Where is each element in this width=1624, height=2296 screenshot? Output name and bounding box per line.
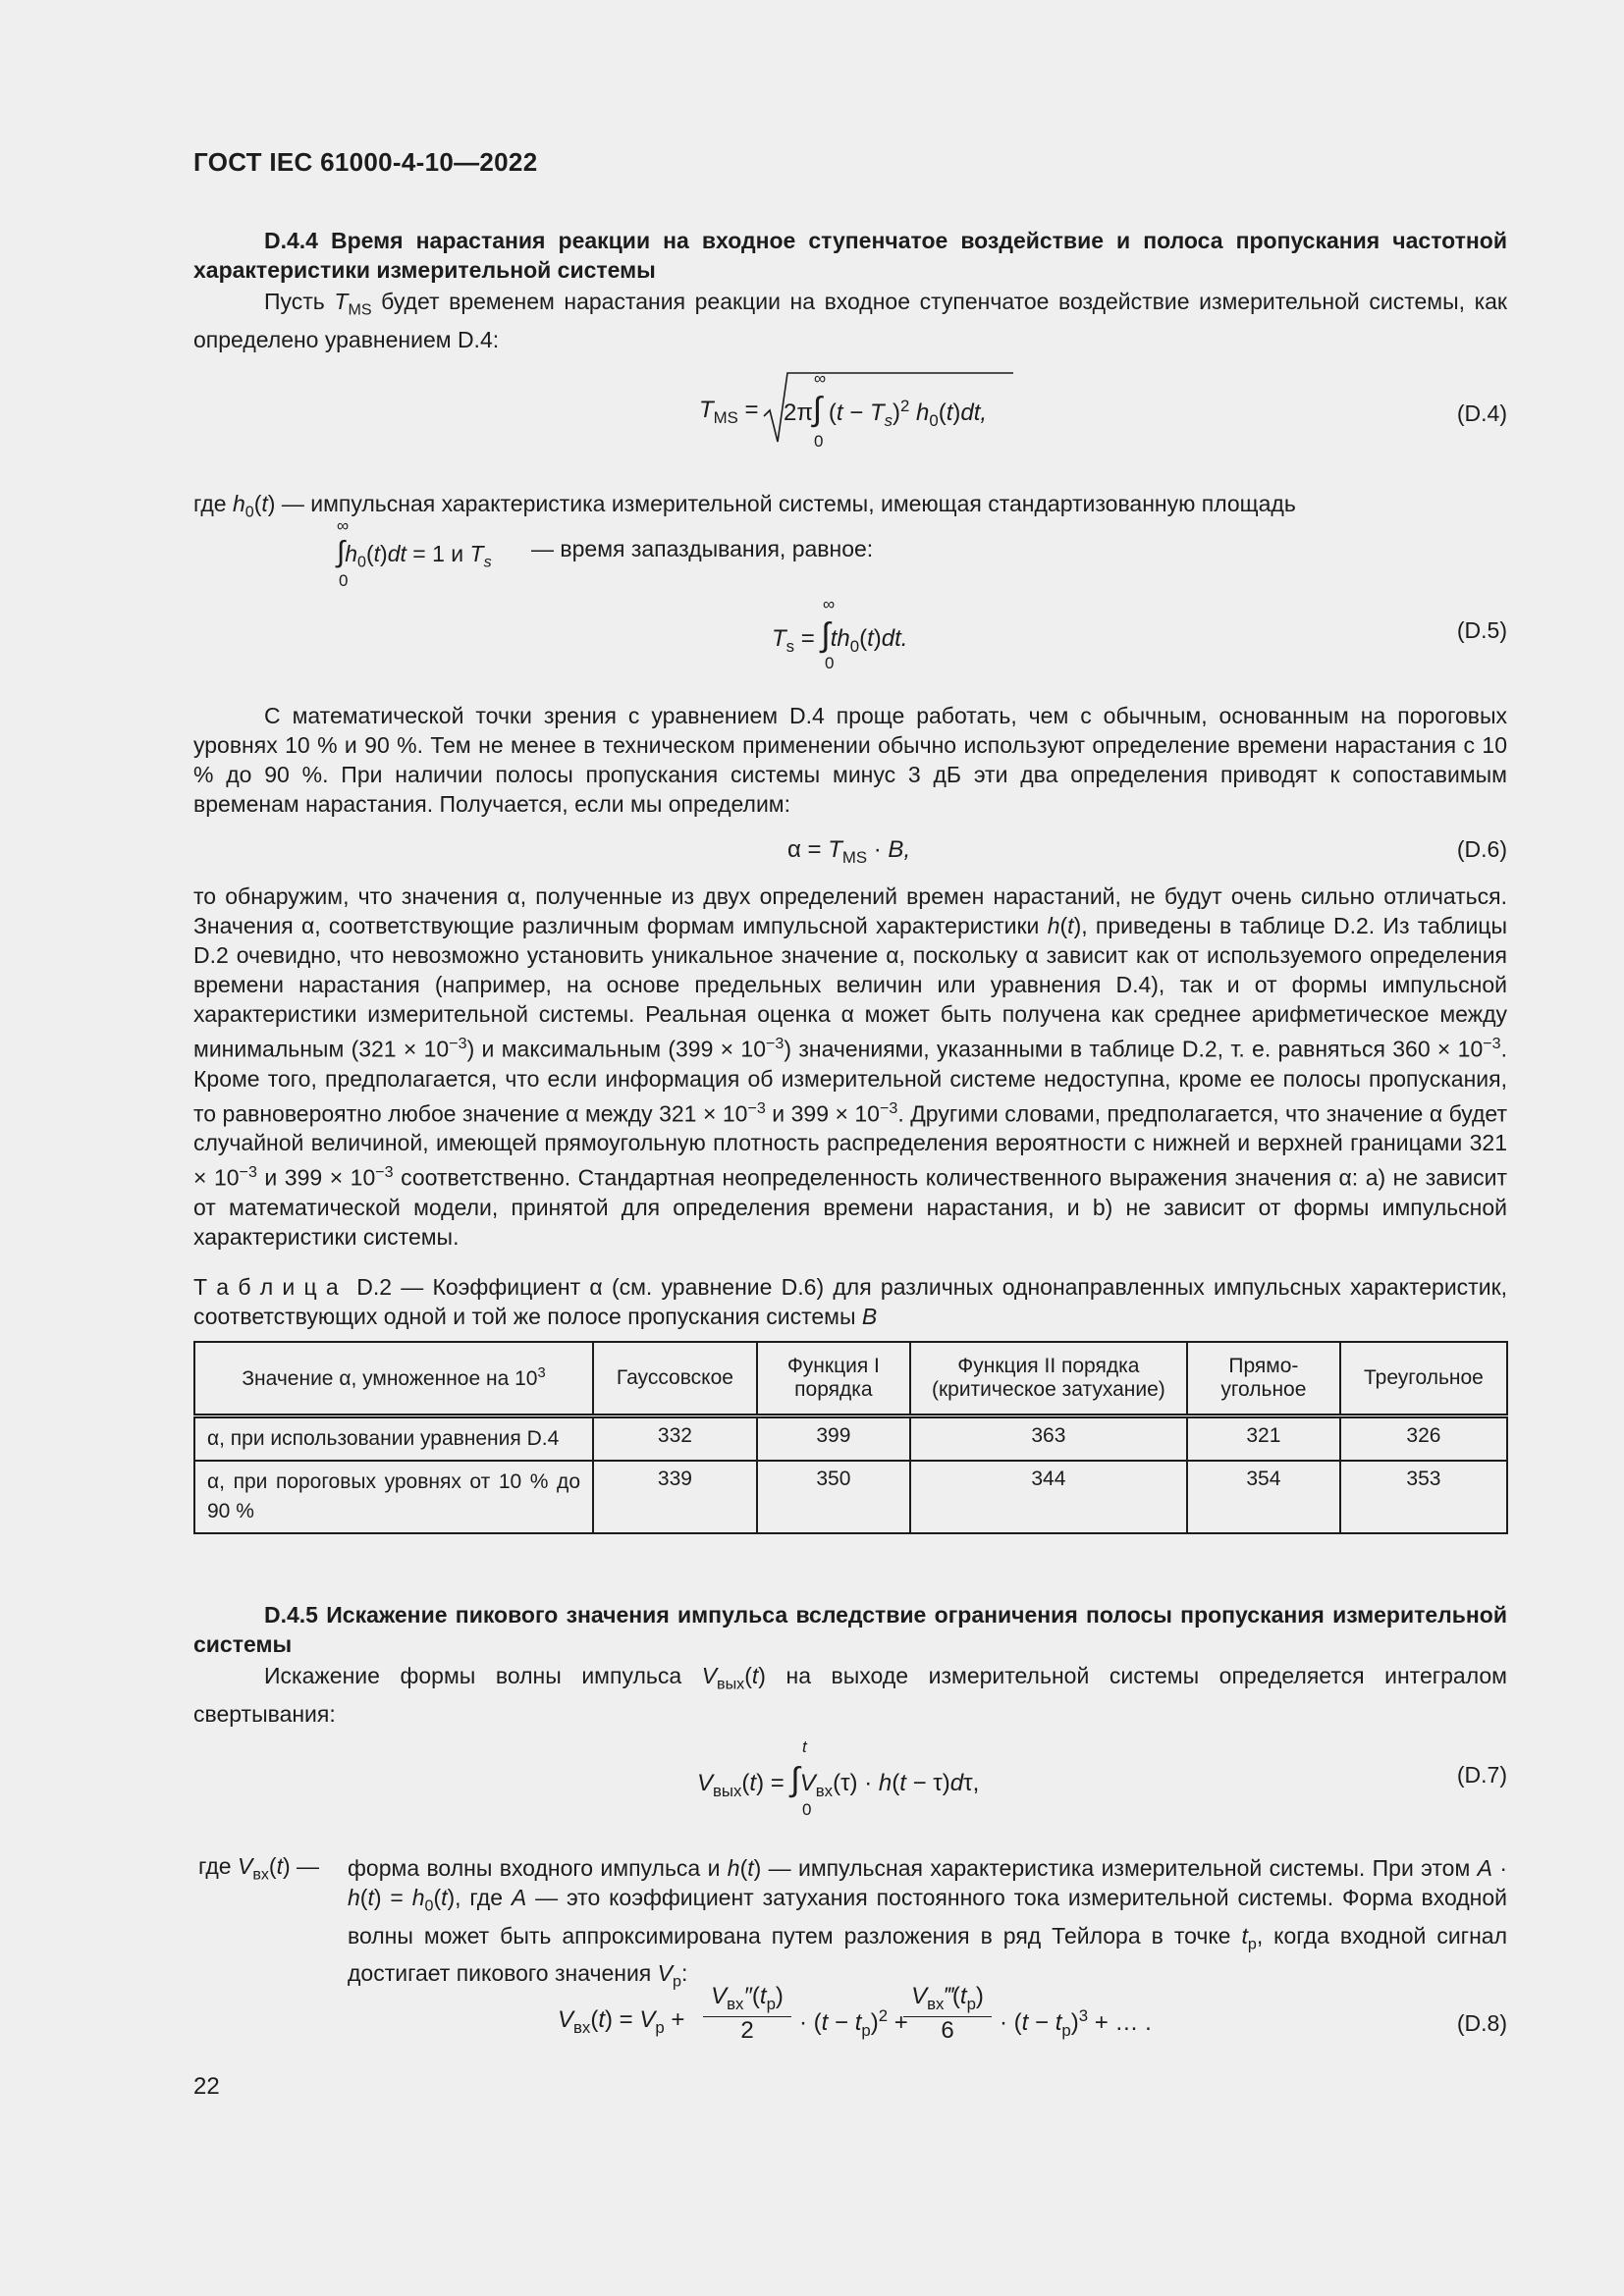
equation-number-d8: (D.8): [1456, 2010, 1507, 2036]
where-vin-label: где $V_{вх}(t)$ —: [198, 1853, 320, 1884]
table-row-label: α, при пороговых уровнях от 10 % до 90 %: [194, 1461, 593, 1533]
document-header: ГОСТ IEC 61000-4-10—2022: [193, 147, 538, 177]
table-cell: 399: [757, 1416, 910, 1462]
table-cell: 332: [593, 1416, 757, 1462]
table-header-cell: Гауссовское: [593, 1342, 757, 1416]
paragraph-intro-d44: Пусть $T_{MS}$ будет временем нарастания реакции на входное ступенчатое воздействие измерительной системы, как определено уравнением D.4:: [193, 289, 1507, 352]
equation-d5: ∞ $T_s = \int th_0(t)dt$. 0: [772, 595, 908, 672]
table-row-label: α, при использовании уравнения D.4: [194, 1416, 593, 1462]
table-row: [194, 1416, 1507, 1462]
table-cell: 363: [910, 1416, 1187, 1462]
paragraph-alpha-values: то обнаружим, что значения α, полученные из двух определений времен нарастаний, не будут очень сильно отличаться. Значения α, соответствующие различным формам импульсной характеристики h(t), приведены в таблице D.2. Из таблицы D.2 очевидно, что невозможно установить уникальное значение α, поскольку α зависит как от используемого определения времени нарастания (например, на основе предельных величин или уравнения D.4), так и от формы импульсной характеристики измерительной системы. Реальная оценка α может быть получена как среднее арифметическое между минимальным $(321 \times 10^{-3})$ и максимальным $(399 \times 10^{-3})$ значениями, указанными в таблице D.2, т. е. равняться $360 \times 10^{-3}$. Кроме того, предполагается, что если информация об измерительной системе недоступна, кроме ее полосы пропускания, то равновероятно любое значение α между $321 \times 10^{-3}$ и $399 \times 10^{-3}$. Другими словами, предполагается, что значение α будет случайной величиной, имеющей прямоугольную плотность распределения вероятности с нижней и верхней границами $321 \times 10^{-3}$ и $399 \times 10^{-3}$ соответственно. Стандартная неопределенность количественного выражения значения α: a) не зависит от математической модели, принятой для определения времени нарастания, и b) не зависит от формы импульсной характеристики системы.: [193, 883, 1507, 1250]
paragraph-rise-time-definition: С математической точки зрения с уравнением D.4 проще работать, чем с обычным, основанным на пороговых уровнях 10 % и 90 %. Тем не менее в техническом применении обычно используют определение времени нарастания с 10 % до 90 %. При наличии полосы пропускания системы минус 3 дБ эти два определения приводят к сопоставимым временам нарастания. Получается, если мы определим:: [193, 703, 1507, 817]
time-delay-text: — время запаздывания, равное:: [531, 536, 874, 561]
table-cell: 321: [1187, 1416, 1340, 1462]
table-header-cell: Функция I порядка: [757, 1342, 910, 1416]
equation-normalized-area: ∞ $\int h_0(t)dt = 1$ и $T_s$ 0: [337, 516, 492, 590]
paragraph-where-h0: где $h_0(t)$ — импульсная характеристика измерительной системы, имеющая стандартизованную площадь: [193, 491, 1296, 521]
table-header-row: [194, 1342, 1507, 1416]
equation-number-d4: (D.4): [1456, 400, 1507, 426]
table-d2: [193, 1341, 1508, 1534]
table-caption: Т а б л и ц а D.2 — Коэффициент α (см. уравнение D.6) для различных однонаправленных импульсных характеристик, соответствующих одной и той же полосе пропускания системы B: [193, 1274, 1508, 1329]
equation-d8: $V_{вх}(t) = V_p$ + $V_{вх}''(t_p)$ 2 · $(t - t_p)^2$ + $V_{вх}‴(t_p)$ 6 · $(t - t_p)^3$ + … .: [558, 1983, 1152, 2044]
table-row: [194, 1461, 1507, 1533]
table-cell: 326: [1340, 1416, 1507, 1462]
table-cell: 354: [1187, 1461, 1340, 1533]
equation-d4: $T_{MS}$ = ∞ 2π∫ $(t - T_s)^2$ $h_0(t)dt$, 0: [699, 371, 1013, 459]
table-cell: 339: [593, 1461, 757, 1533]
equation-number-d7: (D.7): [1456, 1762, 1507, 1788]
table-header-cell: Значение α, умноженное на $10^3$: [194, 1342, 593, 1416]
table-header-cell: Треугольное: [1340, 1342, 1507, 1416]
equation-number-d5: (D.5): [1456, 617, 1507, 643]
paragraph-where-vin: форма волны входного импульса и h(t) — импульсная характеристика измерительной системы. При этом $A \cdot h(t) = h_0(t)$, где A — это коэффициент затухания постоянного тока измерительной системы. Форма входной волны может быть аппроксимирована путем разложения в ряд Тейлора в точке $t_p$, когда входной сигнал достигает пикового значения $V_p$:: [348, 1855, 1508, 1991]
page-number: 22: [193, 2073, 220, 2100]
table-cell: 353: [1340, 1461, 1507, 1533]
equation-number-d6: (D.6): [1456, 836, 1507, 862]
equation-d6: $\alpha = T_{MS} \cdot B$,: [787, 836, 911, 867]
paragraph-intro-d45: Искажение формы волны импульса $V_{вых}(t)$ на выходе измерительной системы определяется интегралом свертывания:: [193, 1663, 1507, 1727]
table-header-cell: Прямо-угольное: [1187, 1342, 1340, 1416]
equation-d7: t $V_{вых}(t) = \int V_{вх}(\tau) \cdot h(t - \tau)d\tau$, 0: [697, 1737, 980, 1819]
table-header-cell: Функция II порядка (критическое затухание): [910, 1342, 1187, 1416]
section-heading-d44: D.4.4 Время нарастания реакции на входное ступенчатое воздействие и полоса пропускания частотной характеристики измерительной системы: [193, 228, 1507, 283]
table-cell: 344: [910, 1461, 1187, 1533]
table-cell: 350: [757, 1461, 910, 1533]
section-heading-d45: D.4.5 Искажение пикового значения импульса вследствие ограничения полосы пропускания измерительной системы: [193, 1602, 1507, 1657]
